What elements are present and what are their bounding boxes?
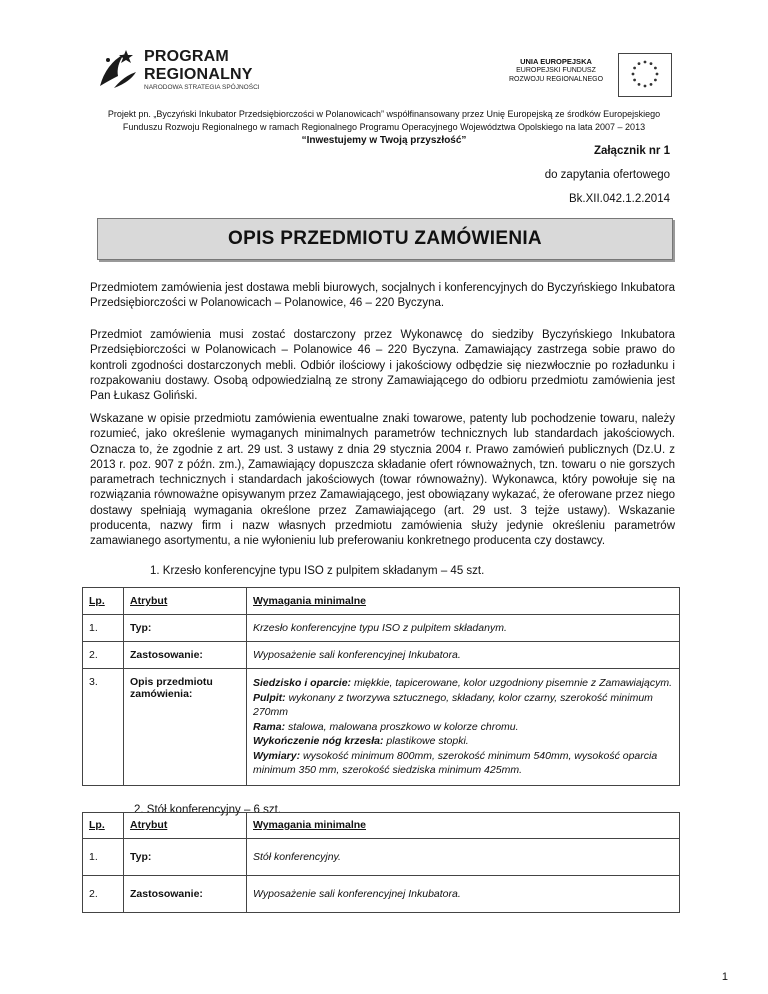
table-header-row xyxy=(83,813,680,839)
reference-number: Bk.XII.042.1.2.2014 xyxy=(568,193,670,205)
program-regionalny-emblem-icon xyxy=(96,46,140,92)
eu-logo-line3: ROZWOJU REGIONALNEGO xyxy=(508,76,604,83)
cell-lp: 2. xyxy=(83,876,124,913)
motto: “Inwestujemy w Twoją przyszłość” xyxy=(301,135,467,146)
col-header-attr: Atrybut xyxy=(124,588,247,615)
desc-item-desk: Pulpit: wykonany z tworzywa sztucznego, składany, kolor czarny, szerokość minimum 270mm xyxy=(253,691,653,718)
section-1-table xyxy=(82,587,680,786)
paragraph-3-text: Wskazane w opisie przedmiotu zamówienia ewentualne znaki towarowe, patenty lub pochodzenie towaru, należy rozumieć, jako określenie wymaganych minimalnych parametrów technicznych lub standardach jakościowych. Oznacza to, że zgodnie z art. 29 ust. 3 ustawy z dnia 29 stycznia 2004 r. Prawo zamówień publicznych (Dz.U. z 2013 r. poz. 907 z późn. zm.), Zamawiający dopuszcza składanie ofert równoważnych, tzn. towaru o nie gorszych parametrach technicznych i standardach jakościowych (towar równoważny). Wykonawca, który powołuje się na rozwiązania równoważne opisywanym przez Zamawiającego, jest obowiązany wykazać, że oferowane przez niego dostawy spełniają wymagania określone przez Zamawiającego (art. 29 ust. 3 tejże ustawy). Wskazanie producenta, nazwy firm i nazw własnych przedmiotu zamówienia służy jedynie określeniu parametrów zamawianego asortymentu, a nie wyłonieniu lub preferowaniu konkretnego producenta czy dostawcy. xyxy=(90,413,675,548)
section-2-table xyxy=(82,812,680,913)
cell-req: Wyposażenie sali konferencyjnej Inkubatora. xyxy=(247,642,680,669)
eu-logo-line1: UNIA EUROPEJSKA xyxy=(520,57,592,66)
cell-req: Wyposażenie sali konferencyjnej Inkubatora. xyxy=(247,876,680,913)
paragraph-2-text: Przedmiot zamówienia musi zostać dostarczony przez Wykonawcę do siedziby Byczyńskiego Inkubatora Przedsiębiorczości w Polanowicach – Polanowice 46 – 220 Byczyna. Zamawiający zastrzega sobie prawo do kontroli zgodności dostarczonych mebli. Odbiór ilościowy i jakościowy odbędzie się niezwłocznie po rozładunku i rozpakowaniu dostawy. Osobą odpowiedzialną ze strony Zamawiającego do odbioru przedmiotu zamówienia jest Pan Łukasz Goliński. xyxy=(90,329,675,403)
paragraph-1-text: Przedmiotem zamówienia jest dostawa mebli biurowych, socjalnych i konferencyjnych do Byczyńskiego Inkubatora Przedsiębiorczości w Polanowicach – Polanowice, 46 – 220 Byczyna. xyxy=(90,282,675,310)
col-header-lp: Lp. xyxy=(83,588,124,615)
section-1-heading: 1. Krzesło konferencyjne typu ISO z pulpitem składanym – 45 szt. xyxy=(150,565,485,577)
cell-attr: Zastosowanie: xyxy=(124,642,247,669)
cell-attr: Typ: xyxy=(124,615,247,642)
cell-lp: 2. xyxy=(83,642,124,669)
desc-item-dimensions: Wymiary: wysokość minimum 800mm, szerokość minimum 540mm, wysokość oparcia minimum 350 mm, szerokość siedziska minimum 425mm. xyxy=(253,749,658,776)
cell-lp: 3. xyxy=(83,669,124,786)
program-regionalny-logo xyxy=(96,46,260,96)
paragraph-3 xyxy=(90,412,675,550)
desc-item-frame: Rama: stalowa, malowana proszkowo w kolorze chromu. xyxy=(253,720,519,733)
paragraph-1 xyxy=(90,281,675,312)
table-row xyxy=(83,839,680,876)
desc-item-seat: Siedzisko i oparcie: miękkie, tapicerowane, kolor uzgodniony pisemnie z Zamawiającym. xyxy=(253,677,673,689)
cell-req: Stół konferencyjny. xyxy=(247,839,680,876)
table-row xyxy=(83,615,680,642)
project-line-1: Projekt pn. „Byczyński Inkubator Przedsiębiorczości w Polanowicach” współfinansowany przez Unię Europejską ze środków Europejskiego xyxy=(107,109,661,119)
col-header-req: Wymagania minimalne xyxy=(247,813,680,839)
cell-attr: Zastosowanie: xyxy=(124,876,247,913)
col-header-lp: Lp. xyxy=(83,813,124,839)
logo-left-line3: NARODOWA STRATEGIA SPÓJNOŚCI xyxy=(144,84,260,91)
cell-description xyxy=(247,669,680,786)
page-number: 1 xyxy=(721,971,728,983)
eu-flag-icon xyxy=(618,53,672,97)
attachment-subject: do zapytania ofertowego xyxy=(544,169,670,181)
paragraph-2 xyxy=(90,328,675,404)
cell-attr: Typ: xyxy=(124,839,247,876)
attachment-label: Załącznik nr 1 xyxy=(593,145,670,157)
cell-req: Krzesło konferencyjne typu ISO z pulpitem składanym. xyxy=(247,615,680,642)
table-row-description xyxy=(83,669,680,786)
cell-lp: 1. xyxy=(83,839,124,876)
logo-left-line2: REGIONALNY xyxy=(144,66,253,83)
cell-attr: Opis przedmiotu zamówienia: xyxy=(124,669,247,786)
table-row xyxy=(83,642,680,669)
col-header-attr: Atrybut xyxy=(124,813,247,839)
table-row xyxy=(83,876,680,913)
eu-logo-line2: EUROPEJSKI FUNDUSZ xyxy=(516,67,596,74)
document-title-box xyxy=(97,218,673,260)
document-title: OPIS PRZEDMIOTU ZAMÓWIENIA xyxy=(228,228,542,249)
eu-logo xyxy=(484,53,674,99)
table-header-row xyxy=(83,588,680,615)
cell-lp: 1. xyxy=(83,615,124,642)
section-2-heading: 2. Stół konferencyjny – 6 szt. xyxy=(134,804,282,816)
logo-left-line1: PROGRAM xyxy=(144,48,229,65)
desc-item-legs: Wykończenie nóg krzesła: plastikowe stopki. xyxy=(253,735,469,747)
col-header-req: Wymagania minimalne xyxy=(247,588,680,615)
project-line-2: Funduszu Rozwoju Regionalnego w ramach Regionalnego Programu Operacyjnego Województwa Opolskiego na lata 2007 – 2013 xyxy=(122,122,646,132)
